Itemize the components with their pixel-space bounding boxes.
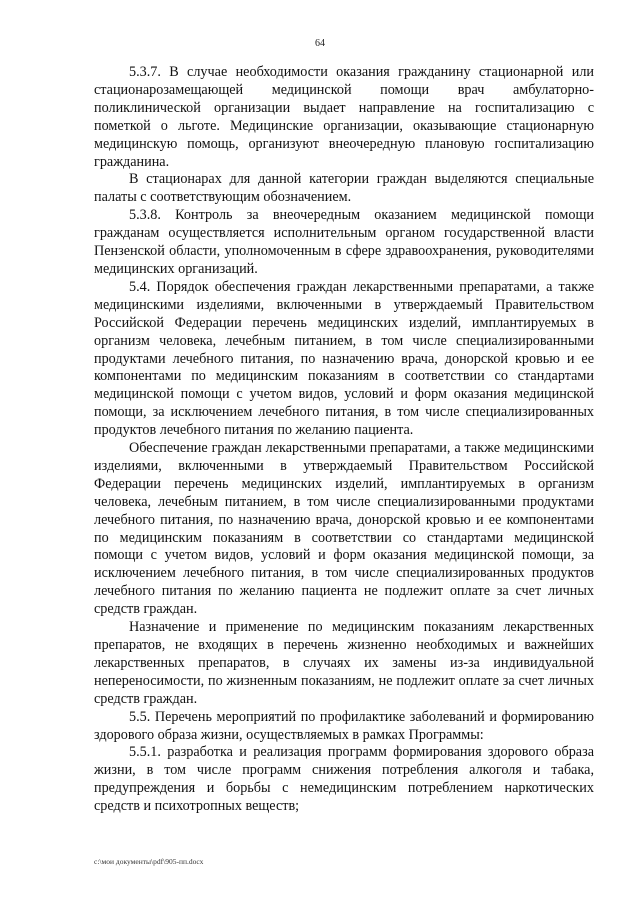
paragraph-special-wards: В стационарах для данной категории граждан выделяются специальные палаты с соответствующим обозначением. [94, 171, 594, 206]
paragraph-5-5: 5.5. Перечень мероприятий по профилактике заболеваний и формированию здорового образа жизни, осуществляемых в рамках Программы: [94, 708, 594, 743]
paragraph-5-3-7: 5.3.7. В случае необходимости оказания гражданину стационарной или стационарозамещающей медицинской помощи врач амбулаторно-поликлинической организации выдает направление на госпитализацию с пометкой о льготе. Медицинские организации, оказывающие стационарную медицинскую помощь, организуют внеочередную плановую госпитализацию гражданина. [94, 64, 594, 170]
paragraph-5-5-1: 5.5.1. разработка и реализация программ формирования здорового образа жизни, в том числе программ снижения потребления алкоголя и табака, предупреждения и борьбы с немедицинским потреблением наркотических средств и психотропных веществ; [94, 744, 594, 815]
paragraph-5-4: 5.4. Порядок обеспечения граждан лекарственными препаратами, а также медицинскими изделиями, включенными в утверждаемый Правительством Российской Федерации перечень медицинских изделий, имплантируемых в организм человека, лечебным питанием, в том числе специализированными продуктами лечебного питания, по назначению врача, донорской кровью и ее компонентами по медицинским показаниям в соответствии со стандартами медицинской помощи с учетом видов, условий и форм оказания медицинской помощи, за исключением лечебного питания, в том числе специализированных продуктов лечебного питания по желанию пациента. [94, 278, 594, 439]
document-body [94, 64, 594, 816]
footer-file-path: c:\мои документы\pdf\905-пп.docx [94, 857, 204, 866]
paragraph-5-3-8: 5.3.8. Контроль за внеочередным оказанием медицинской помощи гражданам осуществляется исполнительным органом государственной власти Пензенской области, уполномоченным в сфере здравоохранения, руководителями медицинских организаций. [94, 207, 594, 277]
paragraph-prescription: Назначение и применение по медицинским показаниям лекарственных препаратов, не входящих в перечень жизненно необходимых и важнейших лекарственных препаратов, в случаях их замены из-за индивидуальной непереносимости, по жизненным показаниям, не подлежит оплате за счет личных средств граждан. [94, 619, 594, 707]
paragraph-provision: Обеспечение граждан лекарственными препаратами, а также медицинскими изделиями, включенными в утверждаемый Правительством Российской Федерации перечень медицинских изделий, имплантируемых в организм человека, лечебным питанием, в том числе специализированными продуктами лечебного питания, по назначению врача, донорской кровью и ее компонентами по медицинским показаниям в соответствии со стандартами медицинской помощи с учетом видов, условий и форм оказания медицинской помощи, за исключением лечебного питания, в том числе специализированных продуктов лечебного питания по желанию пациента не подлежит оплате за счет личных средств граждан. [94, 440, 594, 618]
page-number: 64 [315, 38, 325, 49]
